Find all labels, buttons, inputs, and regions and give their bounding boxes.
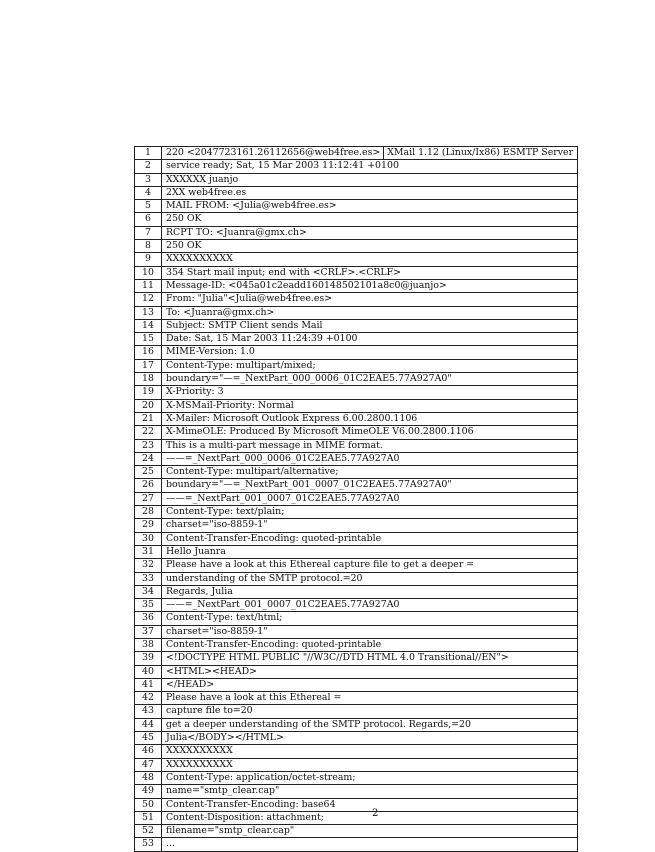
line-text: Content-Disposition: attachment;	[166, 811, 324, 823]
line-number: 1	[135, 147, 162, 160]
line-number: 46	[135, 745, 162, 758]
table-row	[135, 412, 578, 425]
line-content	[162, 412, 578, 425]
table-row	[135, 625, 578, 638]
line-text: XXXXXXXXXX	[166, 758, 233, 770]
line-content	[162, 319, 578, 332]
table-row	[135, 279, 578, 292]
line-text: get a deeper understanding of the SMTP protocol. Regards,=20	[166, 718, 471, 730]
line-content	[162, 718, 578, 731]
line-text: ——=_NextPart_001_0007_01C2EAE5.77A927A0	[166, 599, 400, 611]
line-content	[162, 279, 578, 292]
line-text: XXXXXXXXXX	[166, 745, 233, 757]
line-content	[162, 226, 578, 239]
line-number: 12	[135, 293, 162, 306]
table-row	[135, 399, 578, 412]
table-row	[135, 545, 578, 558]
line-number: 48	[135, 771, 162, 784]
line-text: <HTML><HEAD>	[166, 665, 257, 677]
line-text: ——=_NextPart_000_0006_01C2EAE5.77A927A0	[166, 452, 400, 464]
line-content	[162, 160, 578, 173]
line-content	[162, 492, 578, 505]
line-content	[162, 678, 578, 691]
line-content	[162, 572, 578, 585]
line-number: 35	[135, 599, 162, 612]
table-row	[135, 638, 578, 651]
line-number: 49	[135, 785, 162, 798]
table-row	[135, 359, 578, 372]
line-text: charset="iso-8859-1"	[166, 519, 268, 531]
line-content	[162, 399, 578, 412]
line-content	[162, 186, 578, 199]
line-content	[162, 373, 578, 386]
table-row	[135, 213, 578, 226]
line-text: 354 Start mail input; end with <CRLF>.<CRLF>	[166, 266, 402, 278]
line-text: <!DOCTYPE HTML PUBLIC "//W3C//DTD HTML 4.0 Transitional//EN">	[166, 652, 509, 664]
table-row	[135, 771, 578, 784]
table-row	[135, 652, 578, 665]
line-text: charset="iso-8859-1"	[166, 625, 268, 637]
line-text: X-MSMail-Priority: Normal	[166, 399, 294, 411]
line-number: 15	[135, 333, 162, 346]
table-row	[135, 253, 578, 266]
line-text: name="smtp_clear.cap"	[166, 785, 280, 797]
line-text: MIME-Version: 1.0	[166, 346, 255, 358]
line-number: 40	[135, 665, 162, 678]
line-text: Hello Juanra	[166, 545, 226, 557]
line-number: 11	[135, 279, 162, 292]
line-text: RCPT TO: <Juanra@gmx.ch>	[166, 226, 307, 238]
table-row	[135, 266, 578, 279]
table-row	[135, 758, 578, 771]
line-number: 41	[135, 678, 162, 691]
line-number: 39	[135, 652, 162, 665]
line-content	[162, 559, 578, 572]
line-number: 13	[135, 306, 162, 319]
line-content	[162, 213, 578, 226]
line-text: Content-Type: application/octet-stream;	[166, 771, 356, 783]
line-text: service ready; Sat, 15 Mar 2003 11:12:41 +0100	[166, 160, 399, 172]
line-content	[162, 545, 578, 558]
line-text: Content-Transfer-Encoding: base64	[166, 798, 336, 810]
line-content	[162, 253, 578, 266]
line-number: 32	[135, 559, 162, 572]
line-content	[162, 359, 578, 372]
table-row	[135, 705, 578, 718]
line-text: </HEAD>	[166, 678, 215, 690]
line-number: 7	[135, 226, 162, 239]
table-row	[135, 346, 578, 359]
line-text: To: <Juanra@gmx.ch>	[166, 306, 275, 318]
table-row	[135, 572, 578, 585]
line-number: 43	[135, 705, 162, 718]
line-number: 26	[135, 479, 162, 492]
line-number: 5	[135, 200, 162, 213]
line-content	[162, 612, 578, 625]
line-content	[162, 692, 578, 705]
smtp-session-table	[134, 146, 578, 852]
line-text: X-Mailer: Microsoft Outlook Express 6.00.2800.1106	[166, 412, 418, 424]
line-number: 25	[135, 466, 162, 479]
table-row	[135, 293, 578, 306]
line-text: 2XX web4free.es	[166, 186, 247, 198]
line-content	[162, 638, 578, 651]
line-number: 16	[135, 346, 162, 359]
line-content	[162, 506, 578, 519]
table-row	[135, 811, 578, 824]
line-number: 53	[135, 838, 162, 851]
line-content	[162, 665, 578, 678]
line-text: Julia</BODY></HTML>	[166, 732, 284, 744]
table-row	[135, 319, 578, 332]
line-text: Message-ID: <045a01c2eadd160148502101a8c0@juanjo>	[166, 279, 447, 291]
line-number: 47	[135, 758, 162, 771]
line-number: 18	[135, 373, 162, 386]
line-content	[162, 479, 578, 492]
line-text: MAIL FROM: <Julia@web4free.es>	[166, 200, 337, 212]
line-number: 28	[135, 506, 162, 519]
line-content	[162, 200, 578, 213]
table-row	[135, 692, 578, 705]
line-content	[162, 426, 578, 439]
table-row	[135, 599, 578, 612]
smtp-session-table-body	[135, 147, 578, 852]
table-row	[135, 466, 578, 479]
line-content	[162, 585, 578, 598]
line-content	[162, 732, 578, 745]
table-row	[135, 200, 578, 213]
line-content	[162, 652, 578, 665]
line-text: capture file to=20	[166, 705, 253, 717]
table-row	[135, 718, 578, 731]
line-content	[162, 306, 578, 319]
line-text: understanding of the SMTP protocol.=20	[166, 572, 363, 584]
line-content	[162, 466, 578, 479]
line-number: 36	[135, 612, 162, 625]
line-number: 38	[135, 638, 162, 651]
line-number: 30	[135, 532, 162, 545]
line-number: 23	[135, 439, 162, 452]
line-content	[162, 293, 578, 306]
line-content	[162, 745, 578, 758]
line-text: XXXXXX juanjo	[166, 173, 239, 185]
table-row	[135, 678, 578, 691]
table-row	[135, 186, 578, 199]
line-text: 250 OK	[166, 213, 202, 225]
line-content	[162, 346, 578, 359]
line-number: 29	[135, 519, 162, 532]
line-number: 8	[135, 240, 162, 253]
table-row	[135, 745, 578, 758]
line-number: 50	[135, 798, 162, 811]
line-text: Content-Transfer-Encoding: quoted-printable	[166, 638, 382, 650]
line-text: Regards, Julia	[166, 585, 233, 597]
line-number: 33	[135, 572, 162, 585]
line-number: 10	[135, 266, 162, 279]
table-row	[135, 612, 578, 625]
line-text: ——=_NextPart_001_0007_01C2EAE5.77A927A0	[166, 492, 400, 504]
table-row	[135, 665, 578, 678]
page-number: 2	[372, 808, 379, 819]
table-row	[135, 559, 578, 572]
line-number: 22	[135, 426, 162, 439]
line-content	[162, 439, 578, 452]
table-row	[135, 798, 578, 811]
line-text: ...	[166, 838, 175, 850]
table-row	[135, 519, 578, 532]
line-content	[162, 771, 578, 784]
table-row	[135, 452, 578, 465]
line-text: 250 OK	[166, 240, 202, 252]
table-row	[135, 386, 578, 399]
line-text: Content-Type: multipart/alternative;	[166, 466, 339, 478]
table-row	[135, 732, 578, 745]
table-row	[135, 439, 578, 452]
line-content	[162, 705, 578, 718]
table-row	[135, 585, 578, 598]
line-text: Content-Type: text/plain;	[166, 506, 285, 518]
line-text: boundary="—=_NextPart_001_0007_01C2EAE5.77A927A0"	[166, 479, 452, 491]
line-text: filename="smtp_clear.cap"	[166, 825, 295, 837]
line-number: 14	[135, 319, 162, 332]
line-number: 27	[135, 492, 162, 505]
line-number: 20	[135, 399, 162, 412]
line-number: 45	[135, 732, 162, 745]
line-text: Subject: SMTP Client sends Mail	[166, 319, 323, 331]
table-row	[135, 226, 578, 239]
line-number: 21	[135, 412, 162, 425]
line-content	[162, 386, 578, 399]
line-text: boundary="—=_NextPart_000_0006_01C2EAE5.77A927A0"	[166, 373, 452, 385]
table-row	[135, 785, 578, 798]
line-content	[162, 173, 578, 186]
table-row	[135, 160, 578, 173]
table-row	[135, 333, 578, 346]
line-content	[162, 532, 578, 545]
line-text: Content-Type: multipart/mixed;	[166, 359, 316, 371]
line-text: Date: Sat, 15 Mar 2003 11:24:39 +0100	[166, 333, 358, 345]
line-text: X-Priority: 3	[166, 386, 224, 398]
line-content	[162, 333, 578, 346]
line-content	[162, 798, 578, 811]
line-number: 3	[135, 173, 162, 186]
table-row	[135, 492, 578, 505]
line-text: Please have a look at this Ethereal capture file to get a deeper =	[166, 559, 475, 571]
line-number: 24	[135, 452, 162, 465]
line-number: 34	[135, 585, 162, 598]
table-row	[135, 173, 578, 186]
line-number: 19	[135, 386, 162, 399]
table-row	[135, 373, 578, 386]
table-row	[135, 479, 578, 492]
server-banner-tag: XMail 1.12 (Linux/Ix86) ESMTP Server	[383, 147, 573, 159]
line-text: Please have a look at this Ethereal =	[166, 692, 342, 704]
line-content	[162, 625, 578, 638]
line-content	[162, 758, 578, 771]
line-text: X-MimeOLE: Produced By Microsoft MimeOLE V6.00.2800.1106	[166, 426, 474, 438]
line-content	[162, 266, 578, 279]
line-content	[162, 240, 578, 253]
line-number: 44	[135, 718, 162, 731]
line-content	[162, 519, 578, 532]
line-number: 31	[135, 545, 162, 558]
table-row	[135, 825, 578, 838]
table-row	[135, 306, 578, 319]
line-content	[162, 147, 578, 160]
table-row	[135, 506, 578, 519]
line-content	[162, 811, 578, 824]
table-row	[135, 532, 578, 545]
line-text: From: "Julia"<Julia@web4free.es>	[166, 293, 333, 305]
line-text: XXXXXXXXXX	[166, 253, 233, 265]
line-number: 2	[135, 160, 162, 173]
line-text: 220 <2047723161.26112656@web4free.es>	[166, 147, 381, 158]
line-number: 51	[135, 811, 162, 824]
line-number: 9	[135, 253, 162, 266]
line-number: 42	[135, 692, 162, 705]
line-number: 52	[135, 825, 162, 838]
line-number: 6	[135, 213, 162, 226]
table-row	[135, 838, 578, 851]
line-content	[162, 785, 578, 798]
line-number: 4	[135, 186, 162, 199]
line-text: Content-Transfer-Encoding: quoted-printable	[166, 532, 382, 544]
table-row	[135, 240, 578, 253]
line-content	[162, 838, 578, 851]
line-content	[162, 825, 578, 838]
line-number: 17	[135, 359, 162, 372]
line-content	[162, 599, 578, 612]
line-number: 37	[135, 625, 162, 638]
table-row	[135, 426, 578, 439]
line-text: This is a multi-part message in MIME format.	[166, 439, 383, 451]
table-row	[135, 147, 578, 160]
line-content	[162, 452, 578, 465]
line-text: Content-Type: text/html;	[166, 612, 283, 624]
